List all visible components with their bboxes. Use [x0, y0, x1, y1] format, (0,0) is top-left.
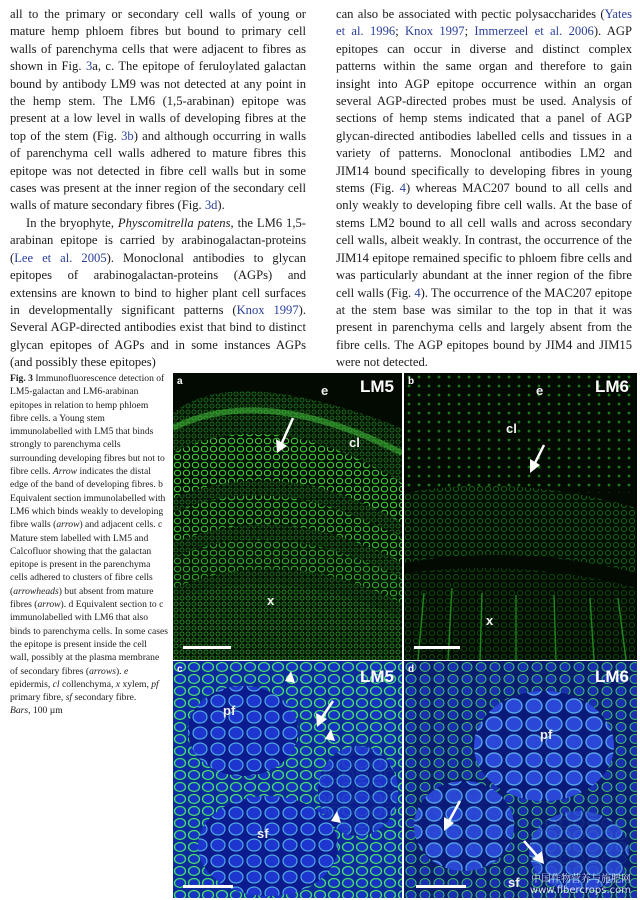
citation-link[interactable]: Lee et al. 2005	[14, 250, 107, 265]
micrograph-panel-d	[404, 661, 637, 898]
antibody-label: LM6	[595, 667, 629, 686]
micrograph-c-image	[173, 661, 402, 898]
figure-label: Fig. 3	[10, 373, 33, 384]
citation-link[interactable]: Yates et al. 1996	[336, 7, 632, 39]
panel-letter: d	[408, 664, 415, 675]
tissue-label-epidermis: e	[321, 383, 329, 398]
citation-link[interactable]: Knox 1997	[405, 24, 465, 39]
scale-bar	[414, 646, 460, 649]
figure-reference-link[interactable]: 3	[85, 59, 93, 74]
tissue-label-collenchyma: cl	[349, 435, 360, 450]
tissue-label-xylem: x	[267, 593, 275, 608]
figure-reference-link[interactable]: 3d	[204, 198, 218, 213]
micrograph-panel-a	[173, 373, 402, 660]
panel-letter: b	[408, 376, 415, 387]
micrograph-b-image	[404, 373, 637, 660]
panel-letter: a	[177, 376, 183, 387]
antibody-label: LM5	[360, 667, 394, 686]
watermark: 中国作物营养与施肥网 www.fibercrops.com	[529, 874, 631, 896]
panel-letter: c	[177, 664, 183, 675]
scale-bar	[416, 885, 466, 888]
tissue-label-primary-fibre: pf	[540, 727, 553, 742]
citation-link[interactable]: Knox 1997	[236, 302, 299, 317]
antibody-label: LM5	[360, 377, 394, 396]
antibody-label: LM6	[595, 377, 629, 396]
citation-link[interactable]: Immerzeel et al. 2006	[474, 24, 594, 39]
paragraph: In the bryophyte, Physcomitrella patens, the LM6 1,5-arabinan epitope is carried by arabinogalactan-proteins (Lee et al. 2005). Monoclonal antibodies to glycan epitopes of arabinogalactan-proteins (AGPs) and extensins are known to bind to higher plant cell surfaces in developmentally significant patterns (Knox 1997). Several AGP-directed antibodies exist that bind to distinct glycan epitopes of AGPs and in some instances AGPs (and possibly these epitopes)	[10, 215, 306, 370]
micrograph-panel-c	[173, 661, 402, 898]
tissue-label-epidermis: e	[536, 383, 544, 398]
scale-bar	[183, 646, 231, 649]
micrograph-d-image	[404, 661, 637, 898]
micrograph-a-image	[173, 373, 402, 660]
figure-caption: Fig. 3 Immunofluorescence detection of LM5-galactan and LM6-arabinan epitopes in relation to hemp phloem fibre cells. a Young stem immunolabelled with LM5 that binds strongly to parenchyma cells surrounding developing fibres but not to fibre cells. Arrow indicates the distal edge of the band of developing fibres. b Equivalent section immunolabelled with LM6 which binds weakly to developing fibre walls (arrow) and adjacent cells. c Mature stem labelled with LM5 and Calcofluor showing that the galactan epitope is present in the parenchyma cells adhered to clusters of fibre cells (arrowheads) but absent from mature fibres (arrow). d Equivalent section to c immunolabelled with LM6 that also binds to parenchyma cells. In some cases the epitope is present inside the cell wall, possibly at the plasma membrane of secondary fibres (arrows). e epidermis, cl collenchyma, x xylem, pf primary fibre, sf secondary fibre. Bars, 100 µm	[10, 373, 168, 717]
paragraph: can also be associated with pectic polysaccharides (Yates et al. 1996; Knox 1997; Immerzeel et al. 2006). AGP epitopes can occur in diverse and distinct complex patterns within the same organ and therefore to gain insight into AGP epitope occurrence within an organ several AGP-directed probes must be used. Analysis of sections of hemp stems indicated that a panel of AGP glycan-directed antibodies labelled cells and tissues in a variety of patterns. Monoclonal antibodies LM2 and JIM14 bound specifically to developing fibres in young stems (Fig. 4) whereas MAC207 bound to all cells and only weakly to developing fibre cell walls. At the base of stems LM2 bound to all cell walls and across secondary cell walls, albeit weakly. In contrast, the occurrence of the JIM14 epitope remained specific to phloem fibre cells and was particularly abundant at the inner region of the fibre cell walls (Fig. 4). The occurrence of the MAC207 epitope at the stem base was similar to the top in that it was present in parenchyma cells and largely absent from the fibre cells. The AGP epitopes bound by JIM4 and JIM15 were not detected.	[336, 7, 632, 370]
left-text-column	[10, 6, 306, 372]
tissue-label-primary-fibre: pf	[223, 703, 236, 718]
tissue-label-collenchyma: cl	[506, 421, 517, 436]
figure-reference-link[interactable]: 3b	[121, 128, 134, 143]
tissue-label-secondary-fibre: sf	[508, 875, 520, 890]
figure-reference-link[interactable]: 4	[399, 181, 406, 196]
paragraph: all to the primary or secondary cell walls of young or mature hemp phloem fibres but bound to primary cell walls of parenchyma cells that were adjacent to fibres as shown in Fig. 3a, c. The epitope of feruloylated galactan bound by antibody LM9 was not detected at any point in the hemp stem. The LM6 (1,5-arabinan) epitope was present at a low level in walls of developing fibres at the top of the stem (Fig. 3b) and although occurring in walls of parenchyma cell walls adhered to mature fibres this epitope was not detected in fibre cell walls but in some cases was present at the inner region of the secondary cell walls of mature secondary fibres (Fig. 3d).	[10, 7, 307, 213]
tissue-label-xylem: x	[486, 613, 494, 628]
right-text-column	[336, 6, 632, 372]
figure-reference-link[interactable]: 4	[414, 285, 421, 300]
scale-bar	[183, 885, 233, 888]
micrograph-panel-b	[404, 373, 637, 660]
tissue-label-secondary-fibre: sf	[257, 826, 269, 841]
